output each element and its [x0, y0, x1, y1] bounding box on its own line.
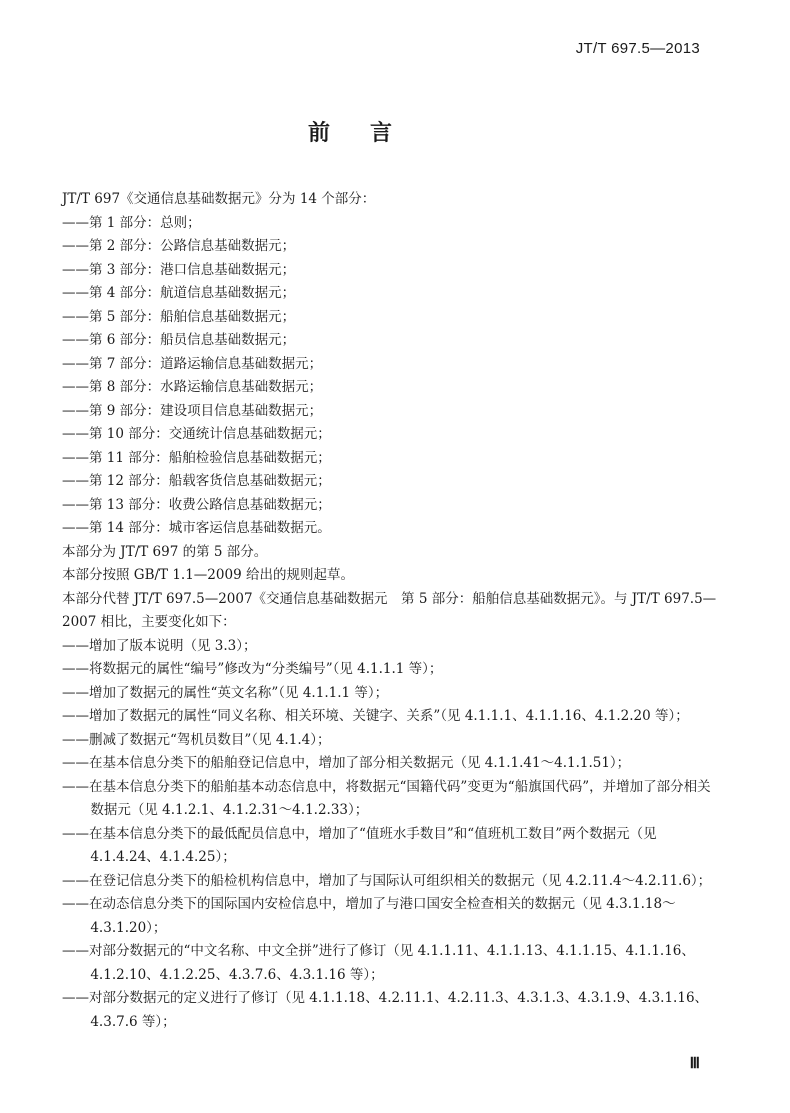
parts-list-item: ——第 3 部分：港口信息基础数据元； [62, 261, 296, 278]
parts-list-item: ——第 6 部分：船员信息基础数据元； [62, 332, 296, 348]
changes-list-item: ——在基本信息分类下的船舶登记信息中，增加了部分相关数据元（见 4.1.1.41～4.1.1.51）； [62, 755, 631, 771]
document-code-header: JT/T 697.5—2013 [575, 40, 700, 57]
changes-list [62, 635, 722, 1035]
changes-list-item: ——增加了数据元的属性“同义名称、相关环境、关键字、关系”（见 4.1.1.1、4.1.1.16、4.1.2.20 等）； [62, 708, 689, 724]
parts-list-item: ——第 2 部分：公路信息基础数据元； [62, 238, 296, 254]
parts-list-item: ——第 7 部分：道路运输信息基础数据元； [62, 355, 323, 372]
changes-list-item: ——在基本信息分类下的最低配员信息中，增加了“值班水手数目”和“值班机工数目”两个数据元（见 4.1.4.24、4.1.4.25）； [62, 825, 657, 865]
changes-list-item: ——将数据元的属性“编号”修改为“分类编号”（见 4.1.1.1 等）； [62, 661, 443, 677]
page-number: Ⅲ [689, 1056, 700, 1072]
changes-list-item: ——在登记信息分类下的船检机构信息中，增加了与国际认可组织相关的数据元（见 4.2.11.4～4.2.11.6）； [62, 872, 712, 889]
parts-list-item: ——第 9 部分：建设项目信息基础数据元； [62, 402, 323, 419]
parts-list-item: ——第 12 部分：船载客货信息基础数据元； [62, 473, 331, 489]
drafting-rules-paragraph: 本部分按照 GB/T 1.1—2009 给出的规则起草。 [62, 567, 354, 583]
changes-list-item: ——删减了数据元“驾机员数目”（见 4.1.4）； [62, 731, 331, 748]
changes-list-item: ——增加了版本说明（见 3.3）； [62, 637, 257, 654]
parts-list-item: ——第 14 部分：城市客运信息基础数据元。 [62, 520, 331, 536]
parts-list-item: ——第 4 部分：航道信息基础数据元； [62, 285, 296, 301]
replacement-paragraph: 本部分代替 JT/T 697.5—2007《交通信息基础数据元 第 5 部分：船舶信息基础数据元》。与 JT/T 697.5—2007 相比，主要变化如下： [62, 590, 717, 630]
parts-list-item: ——第 5 部分：船舶信息基础数据元； [62, 308, 296, 325]
parts-list-item: ——第 1 部分：总则； [62, 214, 201, 231]
parts-list-item: ——第 8 部分：水路运输信息基础数据元； [62, 379, 323, 395]
parts-list [62, 212, 722, 541]
changes-list-item: ——增加了数据元的属性“英文名称”（见 4.1.1.1 等）； [62, 684, 389, 701]
parts-list-item: ——第 13 部分：收费公路信息基础数据元； [62, 496, 331, 513]
parts-list-item: ——第 10 部分：交通统计信息基础数据元； [62, 426, 331, 442]
intro-paragraph: JT/T 697《交通信息基础数据元》分为 14 个部分： [62, 191, 376, 207]
changes-list-item: ——对部分数据元的“中文名称、中文全拼”进行了修订（见 4.1.1.11、4.1.1.13、4.1.1.15、4.1.1.16、4.1.2.10、4.1.2.25、4.3.7.6、4.3.1.16 等）； [62, 943, 695, 983]
part-statement-paragraph: 本部分为 JT/T 697 的第 5 部分。 [62, 543, 268, 560]
page-title: 前言 [307, 121, 432, 146]
changes-list-item: ——在基本信息分类下的船舶基本动态信息中，将数据元“国籍代码”变更为“船旗国代码”，并增加了部分相关数据元（见 4.1.2.1、4.1.2.31～4.1.2.33）； [62, 778, 711, 818]
parts-list-item: ——第 11 部分：船舶检验信息基础数据元； [62, 449, 331, 466]
changes-list-item: ——在动态信息分类下的国际国内安检信息中，增加了与港口国安全检查相关的数据元（见 4.3.1.18～4.3.1.20）； [62, 896, 676, 936]
changes-list-item: ——对部分数据元的定义进行了修订（见 4.1.1.18、4.2.11.1、4.2.11.3、4.3.1.3、4.3.1.9、4.3.1.16、4.3.7.6 等）； [62, 990, 709, 1030]
foreword-body [62, 188, 722, 1034]
